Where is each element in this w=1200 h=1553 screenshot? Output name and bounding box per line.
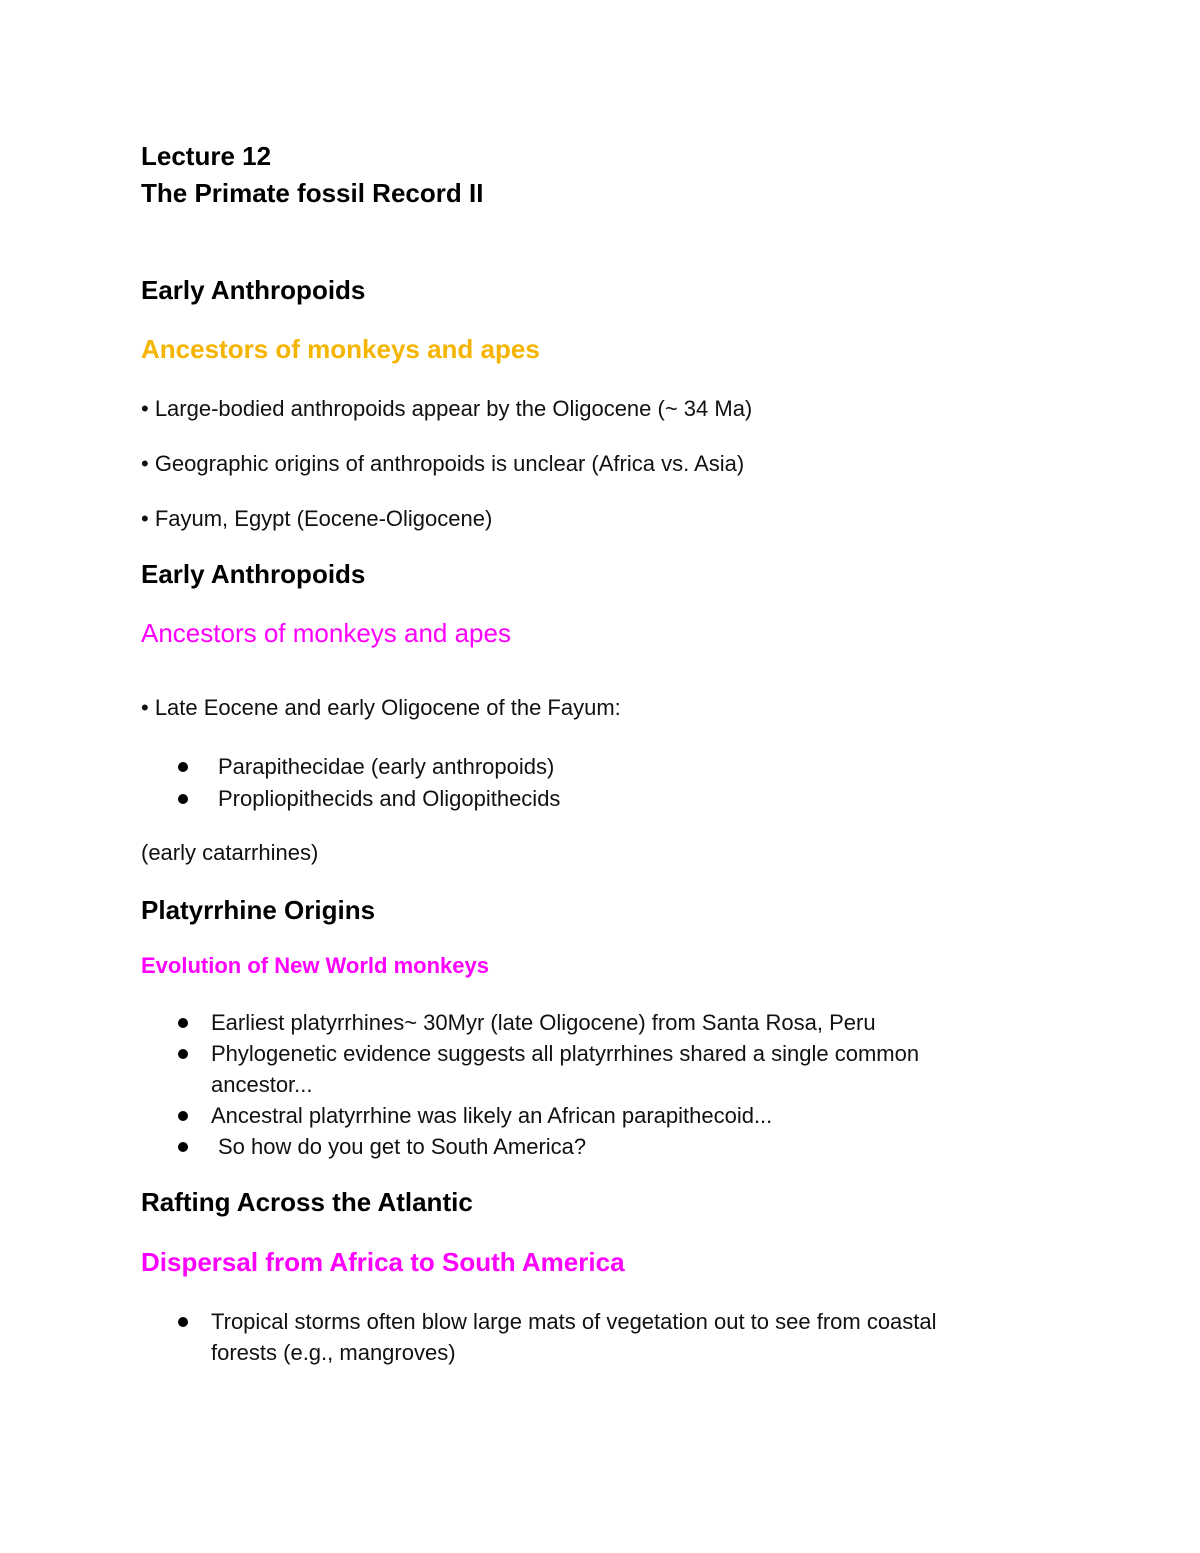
list-item: Tropical storms often blow large mats of vegetation out to see from coastal <box>211 1309 937 1334</box>
list-item: Ancestral platyrrhine was likely an African parapithecoid... <box>211 1103 773 1128</box>
list-item: • Fayum, Egypt (Eocene-Oligocene) <box>141 506 493 531</box>
list-item: Parapithecidae (early anthropoids) <box>218 754 555 779</box>
section-heading: Platyrrhine Origins <box>141 895 376 925</box>
bullet-icon <box>178 1111 188 1121</box>
section-subheading: Evolution of New World monkeys <box>141 953 489 978</box>
note-text: (early catarrhines) <box>141 840 319 865</box>
bullet-icon <box>178 762 188 772</box>
bullet-icon <box>178 1018 188 1028</box>
section-heading: Early Anthropoids <box>141 559 366 589</box>
list-item-continuation: forests (e.g., mangroves) <box>211 1340 456 1365</box>
section-subheading: Ancestors of monkeys and apes <box>141 618 511 648</box>
section-heading: Rafting Across the Atlantic <box>141 1187 473 1217</box>
list-item-continuation: ancestor... <box>211 1072 313 1097</box>
list-item: • Geographic origins of anthropoids is unclear (Africa vs. Asia) <box>141 451 745 476</box>
list-item: Phylogenetic evidence suggests all platyrrhines shared a single common <box>211 1041 920 1066</box>
lecture-number: Lecture 12 <box>141 141 272 171</box>
document-title: The Primate fossil Record II <box>141 178 484 208</box>
list-item: • Late Eocene and early Oligocene of the Fayum: <box>141 695 621 720</box>
list-item: Propliopithecids and Oligopithecids <box>218 786 561 811</box>
list-item: So how do you get to South America? <box>218 1134 587 1159</box>
list-item: Earliest platyrrhines~ 30Myr (late Oligocene) from Santa Rosa, Peru <box>211 1010 876 1035</box>
section-subheading: Ancestors of monkeys and apes <box>141 334 540 364</box>
section-heading: Early Anthropoids <box>141 275 366 305</box>
bullet-icon <box>178 794 188 804</box>
bullet-icon <box>178 1317 188 1327</box>
section-subheading: Dispersal from Africa to South America <box>141 1247 625 1277</box>
bullet-icon <box>178 1142 188 1152</box>
bullet-icon <box>178 1049 188 1059</box>
list-item: • Large-bodied anthropoids appear by the Oligocene (~ 34 Ma) <box>141 396 753 421</box>
